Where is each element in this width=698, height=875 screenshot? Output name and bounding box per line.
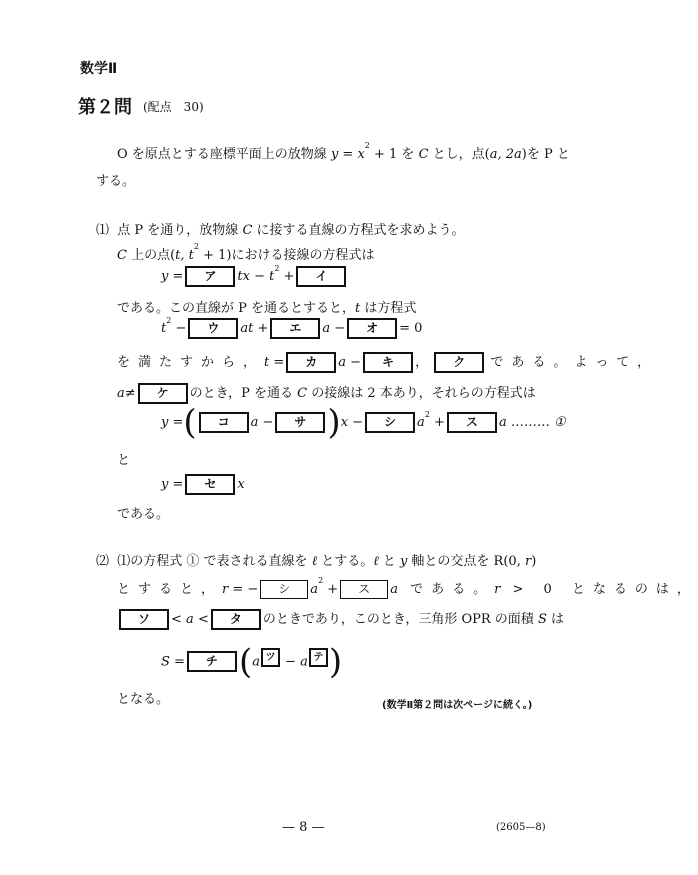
- answer-box-e: エ: [270, 318, 320, 339]
- answer-box-te: テ: [309, 648, 328, 667]
- intro-line-2: する。: [96, 174, 136, 189]
- answer-box-ta: タ: [211, 609, 261, 630]
- answer-box-ku: ク: [434, 352, 484, 373]
- answer-box-a: ア: [185, 266, 235, 287]
- part2-line-3: ソ < a < タ のときであり，このとき，三角形 OPR の面積 S は: [117, 608, 564, 630]
- answer-box-shi: シ: [365, 412, 415, 433]
- page-code: (2605—8): [496, 822, 546, 833]
- part1-line-7: である。: [117, 507, 170, 522]
- answer-box-o: オ: [347, 318, 397, 339]
- answer-box-ka: カ: [286, 352, 336, 373]
- answer-box-shi-ref: シ: [260, 580, 308, 599]
- page-number: — 8 —: [282, 820, 325, 835]
- answer-box-ke: ケ: [138, 383, 188, 404]
- part2-line-1: ⑵ ⑴の方程式 ① で表される直線を ℓ とする。ℓ と y 軸との交点を R(0, r): [96, 554, 537, 569]
- part1-line-4: を満たすから，t = カ a − キ ， ク である。よって，: [117, 351, 658, 373]
- answer-box-ki: キ: [363, 352, 413, 373]
- equation-tangent: y = ア tx − $t^2$ + イ: [161, 266, 348, 287]
- answer-box-so: ソ: [119, 609, 169, 630]
- part1-line-5: a≠ ケ のとき，P を通る C の接線は 2 本あり，それらの方程式は: [117, 382, 536, 404]
- equation-1: y =( コ a − サ )x − シ $a^2$ + ス a ……… ①: [161, 402, 566, 443]
- continue-note: (数学Ⅱ第２問は次ページに続く。): [382, 700, 533, 711]
- problem-title: 第２問: [78, 97, 132, 118]
- problem-points: (配点 30): [143, 100, 204, 114]
- equation-2: y = セ x: [161, 474, 245, 495]
- part1-line-1: ⑴ 点 P を通り，放物線 C に接する直線の方程式を求めよう。: [96, 223, 465, 238]
- answer-box-sa: サ: [275, 412, 325, 433]
- answer-box-su: ス: [447, 412, 497, 433]
- intro-line-1: O を原点とする座標平面上の放物線 $y = x^2 + 1$ を C とし，点(a, 2a)を P と: [117, 141, 570, 162]
- answer-box-i: イ: [296, 266, 346, 287]
- part1-line-2: C 上の点(t, $t^2 + 1$)における接線の方程式は: [117, 242, 375, 263]
- answer-box-ko: コ: [199, 412, 249, 433]
- answer-box-chi: チ: [187, 651, 237, 672]
- answer-box-su-ref: ス: [340, 580, 388, 599]
- part2-line-4: となる。: [117, 692, 170, 707]
- equation-t: $t^2$ − ウ at + エ a − オ = 0: [161, 318, 422, 339]
- part1-line-3: である。この直線が P を通るとすると，t は方程式: [117, 301, 417, 316]
- equation-area: S = チ (a ツ − a テ ): [161, 641, 343, 682]
- answer-box-se: セ: [185, 474, 235, 495]
- subject-label: 数学Ⅱ: [80, 61, 118, 77]
- answer-box-u: ウ: [188, 318, 238, 339]
- part1-line-6: と: [117, 453, 131, 468]
- answer-box-tsu: ツ: [261, 648, 280, 667]
- part2-line-2: とすると，r = − シ $a^2$ + ス a である。r > 0 となるのは，: [117, 576, 698, 597]
